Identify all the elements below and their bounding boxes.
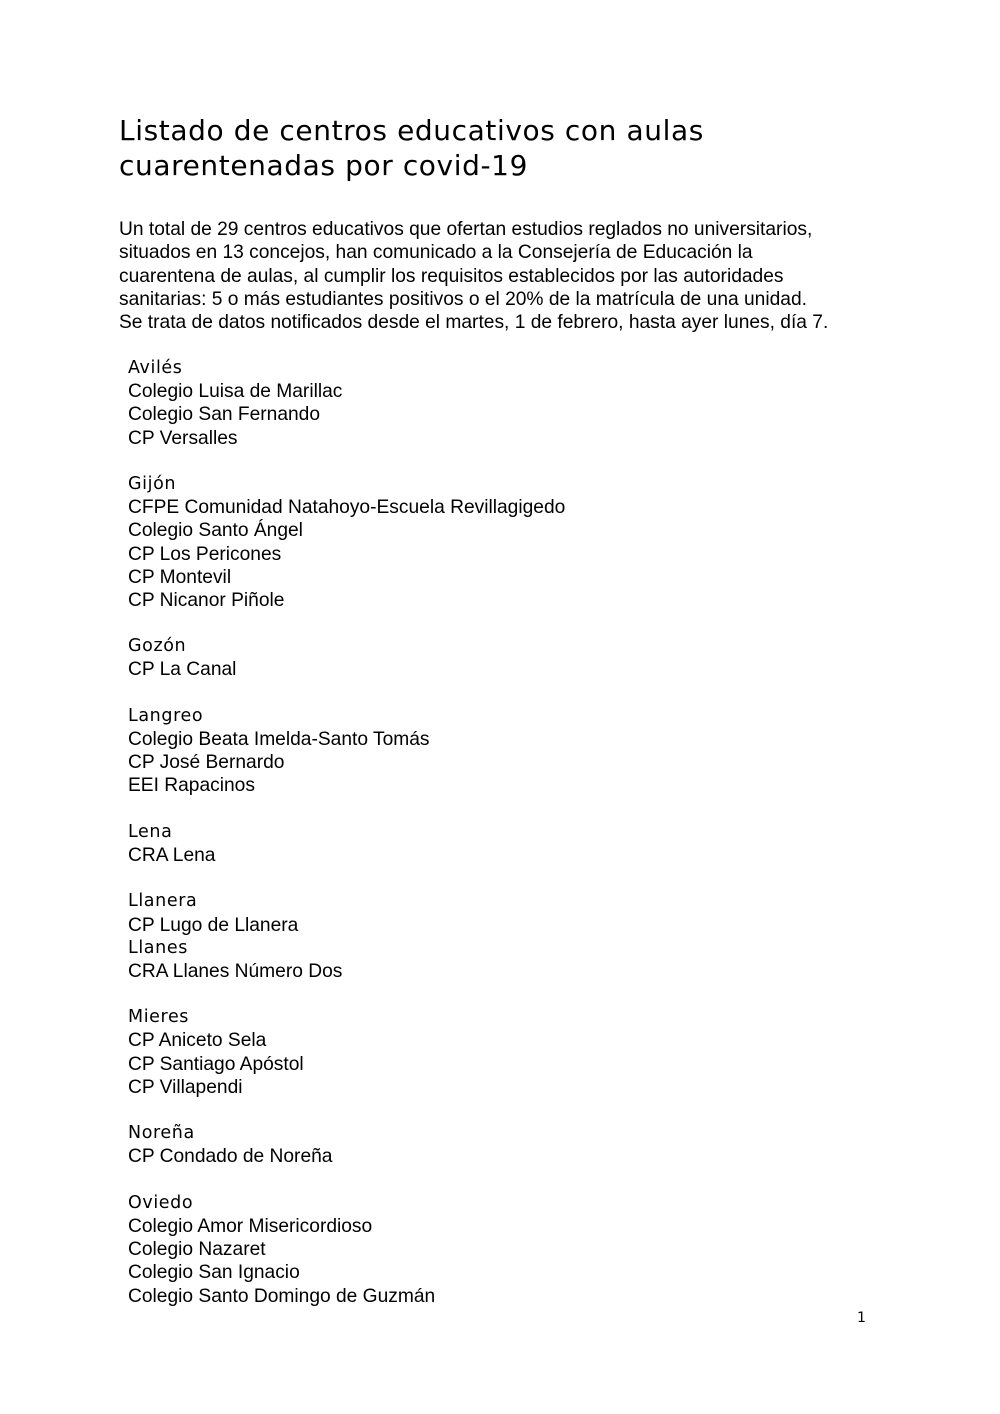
intro-line: Un total de 29 centros educativos que ofertan estudios reglados no universitarios,	[119, 219, 813, 240]
concejo-heading: Gozón	[128, 636, 187, 657]
concejo-group	[128, 937, 565, 983]
concejo-group	[128, 357, 565, 450]
centro-item: CP La Canal	[128, 659, 237, 681]
centro-item: CRA Llanes Número Dos	[128, 960, 343, 982]
page-number: 1	[857, 1310, 866, 1326]
concejo-group	[128, 821, 565, 867]
concejo-heading: Oviedo	[128, 1192, 194, 1213]
concejo-heading: Llanes	[128, 937, 188, 958]
concejo-group	[128, 473, 565, 612]
concejo-heading: Gijón	[128, 473, 177, 494]
concejo-group	[128, 705, 565, 798]
centro-item: Colegio Luisa de Marillac	[128, 381, 343, 403]
centro-item: EEI Rapacinos	[128, 775, 255, 797]
intro-line: sanitarias: 5 o más estudiantes positivos o el 20% de la matrícula de una unidad.	[119, 288, 807, 310]
centro-item: CP Nicanor Piñole	[128, 589, 285, 611]
centro-item: CP Versalles	[128, 427, 238, 449]
concejo-heading: Mieres	[128, 1007, 190, 1028]
centro-item: Colegio San Ignacio	[128, 1262, 300, 1284]
centro-item: CP Aniceto Sela	[128, 1030, 267, 1052]
centro-item: Colegio San Fernando	[128, 404, 321, 426]
centro-item: CFPE Comunidad Natahoyo-Escuela Revillagigedo	[128, 497, 566, 519]
centro-item: CP Los Pericones	[128, 543, 282, 565]
centro-item: CRA Lena	[128, 844, 216, 866]
concejo-group	[128, 1006, 565, 1099]
intro-line: Se trata de datos notificados desde el martes, 1 de febrero, hasta ayer lunes, día 7.	[119, 312, 829, 334]
concejo-heading: Llanera	[128, 891, 198, 912]
intro-paragraph	[119, 218, 879, 334]
centro-item: Colegio Amor Misericordioso	[128, 1215, 373, 1237]
centro-item: Colegio Santo Domingo de Guzmán	[128, 1285, 436, 1307]
concejo-heading: Avilés	[128, 358, 183, 378]
concejo-group	[128, 890, 565, 936]
centro-item: CP Condado de Noreña	[128, 1146, 333, 1168]
intro-line: situados en 13 concejos, han comunicado a la Consejería de Educación la	[119, 242, 753, 264]
intro-line: cuarentena de aulas, al cumplir los requisitos establecidos por las autoridades	[119, 265, 784, 287]
centers-list	[128, 357, 565, 1331]
concejo-heading: Lena	[128, 821, 173, 842]
centro-item: Colegio Beata Imelda-Santo Tomás	[128, 729, 430, 750]
centro-item: Colegio Nazaret	[128, 1239, 266, 1261]
concejo-heading: Noreña	[128, 1123, 195, 1144]
centro-item: CP Montevil	[128, 566, 232, 588]
centro-item: Colegio Santo Ángel	[128, 520, 303, 542]
centro-item: CP Villapendi	[128, 1076, 243, 1098]
centro-item: CP Lugo de Llanera	[128, 914, 299, 936]
document-title: Listado de centros educativos con aulas cuarentenadas por covid-19	[119, 114, 704, 182]
concejo-heading: Langreo	[128, 705, 204, 726]
centro-item: CP José Bernardo	[128, 752, 285, 774]
concejo-group	[128, 1122, 565, 1168]
concejo-group	[128, 1192, 565, 1308]
concejo-group	[128, 635, 565, 681]
centro-item: CP Santiago Apóstol	[128, 1053, 304, 1075]
